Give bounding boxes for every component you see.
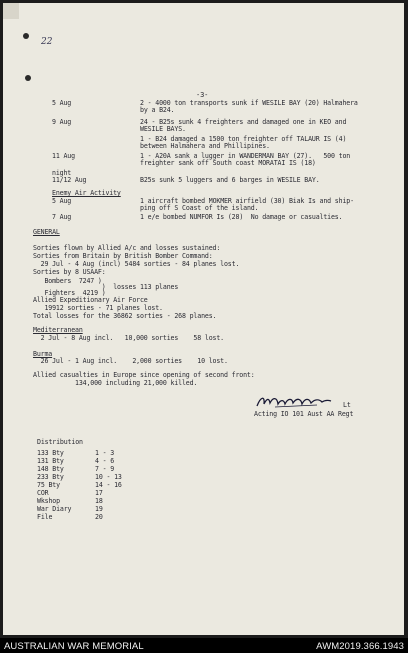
distribution-copies: 7 - 9 [95,465,115,473]
distribution-copies: 17 [95,489,103,497]
text-line: 134,000 including 21,000 killed. [33,379,198,387]
distribution-unit: Wkshop [37,497,60,505]
text-line: Fighters 4219 ) [33,289,106,297]
entry-text: 1 - A20A sank a lugger in WANDERMAN BAY (27). 500 ton [140,152,351,160]
footer-accession-number: AWM2019.366.1943 [316,641,404,652]
text-line: 29 Jul - 4 Aug (incl) 5484 sorties - 84 planes lost. [33,260,240,268]
entry-text: WESILE BAYS. [140,125,186,133]
entry-text: 24 - B25s sunk 4 freighters and damaged one in KEO and [140,118,347,126]
signature [255,394,335,410]
text-line: Sorties flown by Allied A/c and losses sustained: [33,244,221,252]
distribution-heading: Distribution [37,438,83,446]
entry-text: ping off S Coast of the island. [140,204,259,212]
text-line: Burma [33,350,53,358]
text-line: Sorties by 8 USAAF: [33,268,106,276]
distribution-copies: 4 - 6 [95,457,115,465]
distribution-unit: COR [37,489,49,497]
entry-text: 1 e/e bombed NUMFOR Is (28) No damage or casualties. [140,213,343,221]
distribution-unit: War Diary [37,505,72,513]
punch-hole [23,33,29,39]
signature-rank: Lt [343,401,351,409]
entry-date: 5 Aug [52,197,72,205]
text-line: Sorties from Britain by British Bomber Command: [33,252,213,260]
entry-text: B25s sunk 5 luggers and 6 barges in WESILE BAY. [140,176,320,184]
entry-text: between Halmahera and Phillipines. [140,142,270,150]
text-line: Allied casualties in Europe since opening of second front: [33,371,255,379]
text-line: 2 Jul - 8 Aug incl. 10,000 sorties 58 lost. [33,334,224,342]
distribution-unit: 148 Bty [37,465,64,473]
footer-bar [0,638,408,653]
distribution-unit: 131 Bty [37,457,64,465]
document-page [3,3,404,635]
distribution-unit: 75 Bty [37,481,60,489]
handwritten-mark: 22 [41,37,53,47]
text-line: 19912 sorties - 71 planes lost. [33,304,163,312]
distribution-copies: 1 - 3 [95,449,115,457]
entry-text: freighter sank off South coast MORATAI IS (18) [140,159,316,167]
footer-institution: AUSTRALIAN WAR MEMORIAL [4,641,144,652]
text-line: GENERAL [33,228,60,236]
punch-hole [25,75,31,81]
entry-date: 5 Aug [52,99,72,107]
distribution-copies: 18 [95,497,103,505]
page-number: -3- [196,91,209,99]
distribution-copies: 10 - 13 [95,473,122,481]
entry-text: by a B24. [140,106,175,114]
distribution-copies: 20 [95,513,103,521]
text-line: 26 Jul - 1 Aug incl. 2,000 sorties 10 lost. [33,357,228,365]
text-line: night [52,169,72,177]
text-line: Bombers 7247 ) [33,277,102,285]
distribution-copies: 19 [95,505,103,513]
distribution-unit: 133 Bty [37,449,64,457]
distribution-unit: 233 Bty [37,473,64,481]
page-corner [3,3,19,19]
entry-date: 11 Aug [52,152,75,160]
distribution-unit: File [37,513,53,521]
text-line: Allied Expeditionary Air Force [33,296,148,304]
signature-title: Acting IO 101 Aust AA Regt [254,410,354,418]
text-line: ) losses 113 planes [33,283,179,291]
text-line: Total losses for the 36862 sorties - 268 planes. [33,312,217,320]
entry-text: 2 - 4000 ton transports sunk if WESILE BAY (20) Halmahera [140,99,358,107]
text-line: Mediterranean [33,326,83,334]
entry-text: 1 aircraft bombed MOKMER airfield (30) Biak Is and ship- [140,197,354,205]
entry-date: 11/12 Aug [52,176,87,184]
entry-text: 1 - B24 damaged a 1500 ton freighter off TALAUR IS (4) [140,135,347,143]
distribution-copies: 14 - 16 [95,481,122,489]
entry-date: 9 Aug [52,118,72,126]
text-line: Enemy Air Activity [52,189,121,197]
entry-date: 7 Aug [52,213,72,221]
